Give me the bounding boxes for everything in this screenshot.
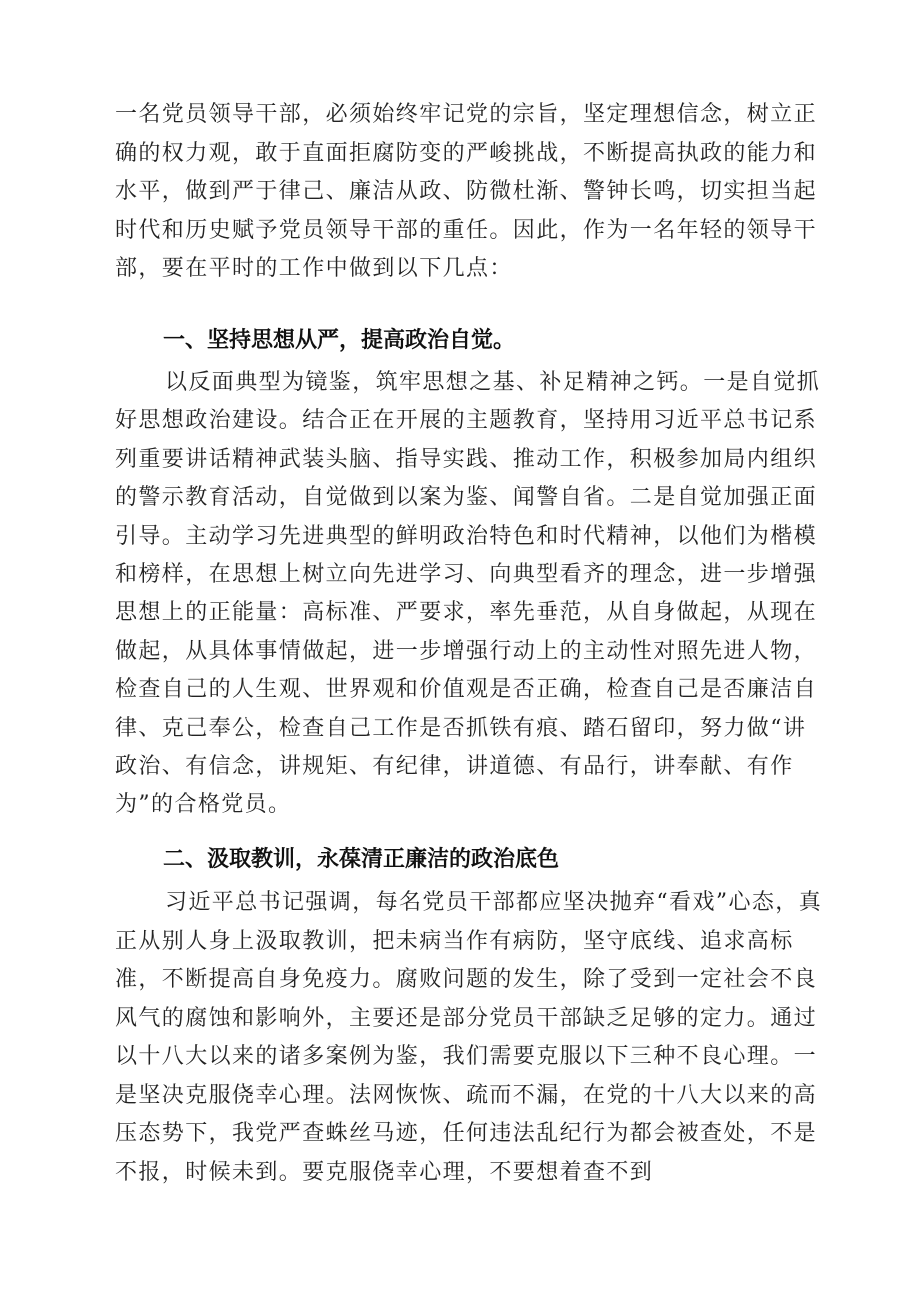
section-heading-1: 一、坚持思想从严，提高政治自觉。 [163, 328, 516, 353]
section-heading-2: 二、汲取教训，永葆清正廉洁的政治底色 [163, 847, 560, 872]
section-1-paragraph: 以反面典型为镜鉴，筑牢思想之基、补足精神之钙。一是自觉抓好思想政治建设。结合正在开展的主题教育，坚持用习近平总书记系列重要讲话精神武装头脑、指导实践、推动工作，积极参加局内组织的警示教育活动，自觉做到以案为鉴、闻警自省。二是自觉加强正面引导。主动学习先进典型的鲜明政治特色和时代精神，以他们为楷模和榜样，在思想上树立向先进学习、向典型看齐的理念，进一步增强思想上的正能量：高标准、严要求，率先垂范，从自身做起，从现在做起，从具体事情做起，进一步增强行动上的主动性对照先进人物，检查自己的人生观、世界观和价值观是否正确，检查自己是否廉洁自律、克己奉公，检查自己工作是否抓铁有痕、踏石留印，努力做“讲政治、有信念，讲规矩、有纪律，讲道德、有品行，讲奉献、有作为”的合格党员。 [115, 370, 821, 818]
intro-paragraph: 一名党员领导干部，必须始终牢记党的宗旨，坚定理想信念，树立正确的权力观，敢于直面拒腐防变的严峻挑战，不断提高执政的能力和水平，做到严于律己、廉洁从政、防微杜渐、警钟长鸣，切实担当起时代和历史赋予党员领导干部的重任。因此，作为一名年轻的领导干部，要在平时的工作中做到以下几点： [115, 102, 818, 281]
section-2-paragraph: 习近平总书记强调，每名党员干部都应坚决抛弃“看戏”心态，真正从别人身上汲取教训，把未病当作有病防，坚守底线、追求高标准，不断提高自身免疫力。腐败问题的发生，除了受到一定社会不良风气的腐蚀和影响外，主要还是部分党员干部缺乏足够的定力。通过以十八大以来的诸多案例为鉴，我们需要克服以下三种不良心理。一是坚决克服侥幸心理。法网恢恢、疏而不漏，在党的十八大以来的高压态势下，我党严查蛛丝马迹，任何违法乱纪行为都会被查处，不是不报，时候未到。要克服侥幸心理，不要想着查不到 [115, 890, 823, 1185]
